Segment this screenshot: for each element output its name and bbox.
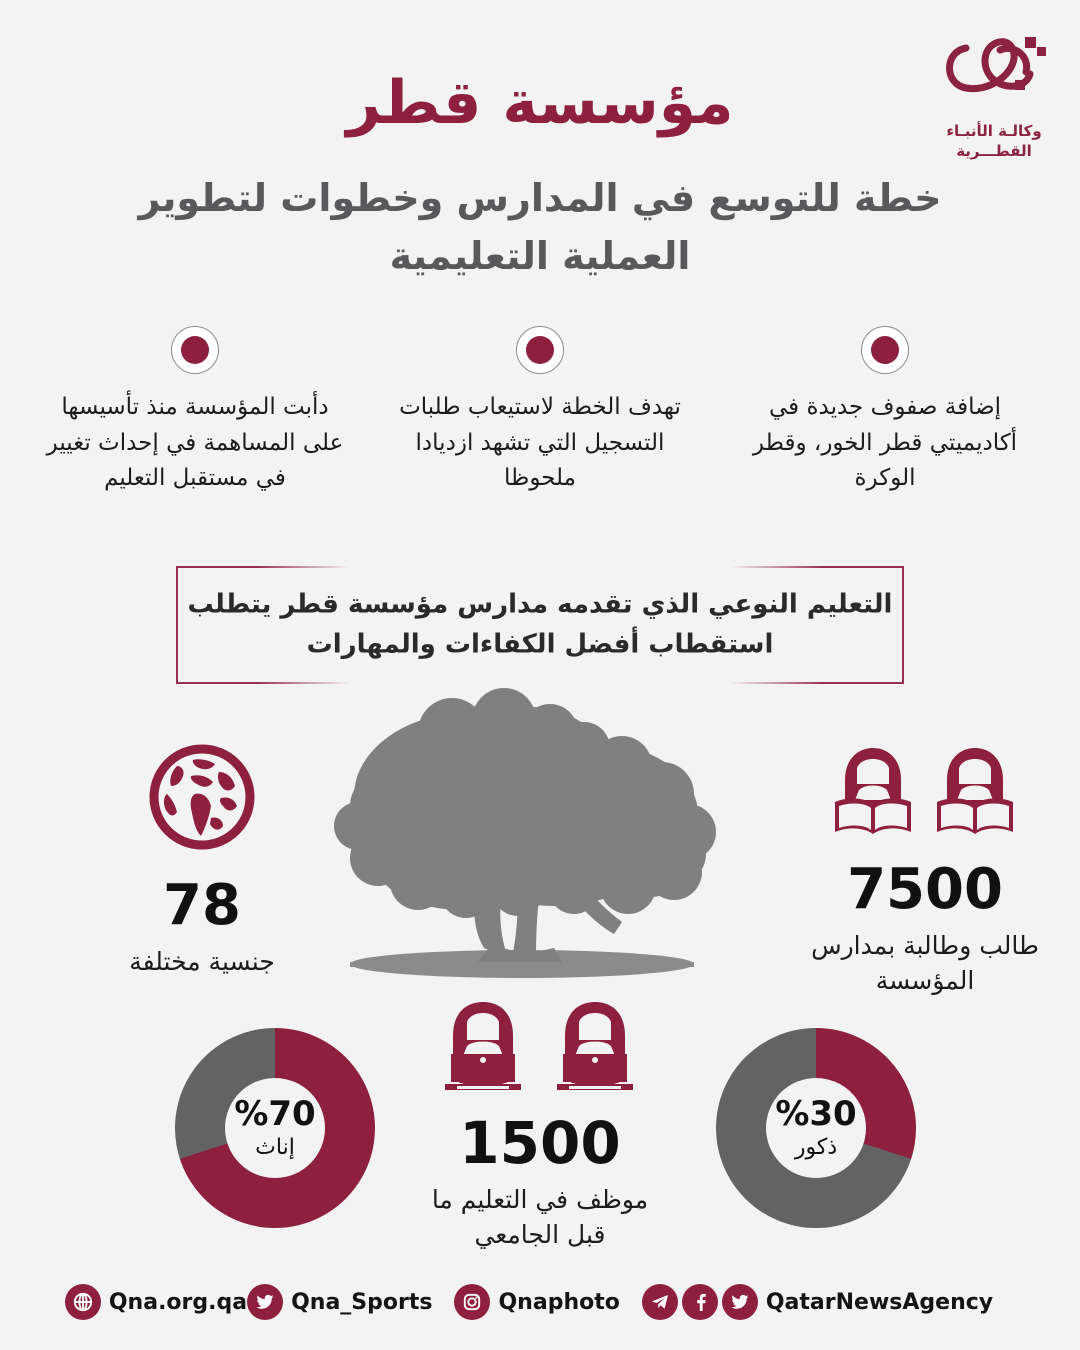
- social-handle: Qnaphoto: [498, 1289, 620, 1315]
- donut-value: %70: [234, 1094, 316, 1134]
- social-handle: Qna_Sports: [291, 1289, 433, 1315]
- bullet-dot-icon: [861, 326, 909, 374]
- instagram-icon[interactable]: [454, 1284, 490, 1320]
- social-group-qnaphoto[interactable]: [454, 1284, 619, 1320]
- donut-chart-male: [716, 1028, 916, 1228]
- stat-number: 7500: [847, 857, 1003, 922]
- page-title: مؤسسة قطر: [346, 68, 734, 138]
- stat-number: 78: [163, 873, 241, 938]
- facebook-icon[interactable]: [682, 1284, 718, 1320]
- social-handle: Qna.org.qa: [108, 1289, 248, 1315]
- stat-number: 1500: [459, 1109, 621, 1177]
- stat-staff: [410, 996, 670, 1252]
- bullet-list: [40, 326, 1040, 497]
- students-reading-icon: [800, 742, 1050, 846]
- twitter-icon[interactable]: [722, 1284, 758, 1320]
- quote-box-bottom-border: [176, 682, 904, 684]
- bullet-dot-icon: [516, 326, 564, 374]
- twitter-icon[interactable]: [247, 1284, 283, 1320]
- staff-laptops-icon: [410, 996, 670, 1100]
- social-group-qnasports[interactable]: [247, 1284, 432, 1320]
- social-group-qatarnewsagency[interactable]: [642, 1284, 993, 1320]
- bullet-item-label: تهدف الخطة لاستيعاب طلبات التسجيل التي تشهد ازديادا ملحوظا: [399, 394, 681, 492]
- bullet-dot-icon: [171, 326, 219, 374]
- social-group-website[interactable]: [65, 1284, 247, 1320]
- stat-students: [800, 742, 1050, 998]
- quote-box: [176, 566, 904, 684]
- donut-center-female: [225, 1078, 325, 1178]
- globe-icon: [92, 742, 312, 856]
- bullet-item-1: [385, 326, 695, 497]
- stat-caption: جنسية مختلفة: [129, 947, 275, 976]
- bullet-item-label: دأبت المؤسسة منذ تأسيسها على المساهمة في إحداث تغيير في مستقبل التعليم: [46, 394, 344, 492]
- footer-social-bar: [0, 1284, 1080, 1320]
- stat-caption: طالب وطالبة بمدارس المؤسسة: [811, 931, 1039, 995]
- tree-illustration: [322, 686, 722, 986]
- telegram-icon[interactable]: [642, 1284, 678, 1320]
- stat-nationalities: [92, 742, 312, 979]
- bullet-item-0: [730, 326, 1040, 497]
- quote-text: التعليم النوعي الذي تقدمه مدارس مؤسسة قطر يتطلب استقطاب أفضل الكفاءات والمهارات: [187, 589, 893, 660]
- quote-box-top-border: [176, 566, 904, 568]
- donut-label: إناث: [255, 1135, 295, 1160]
- bullet-item-2: [40, 326, 350, 497]
- donut-chart-female: [175, 1028, 375, 1228]
- social-handle: QatarNewsAgency: [765, 1289, 994, 1315]
- bullet-item-label: إضافة صفوف جديدة في أكاديميتي قطر الخور، وقطر الوكرة: [752, 394, 1018, 492]
- qna-logo-text-line2: القطـــرية: [956, 141, 1032, 160]
- page-subtitle: خطة للتوسع في المدارس وخطوات لتطوير العملية التعليمية: [138, 176, 942, 278]
- donut-center-male: [766, 1078, 866, 1178]
- donut-label: ذكور: [794, 1135, 838, 1160]
- qna-logo-text-line1: وكالـة الأنبـاء: [946, 122, 1042, 140]
- donut-value: %30: [775, 1094, 857, 1134]
- stat-caption: موظف في التعليم ما قبل الجامعي: [431, 1185, 649, 1249]
- globe-web-icon[interactable]: [65, 1284, 101, 1320]
